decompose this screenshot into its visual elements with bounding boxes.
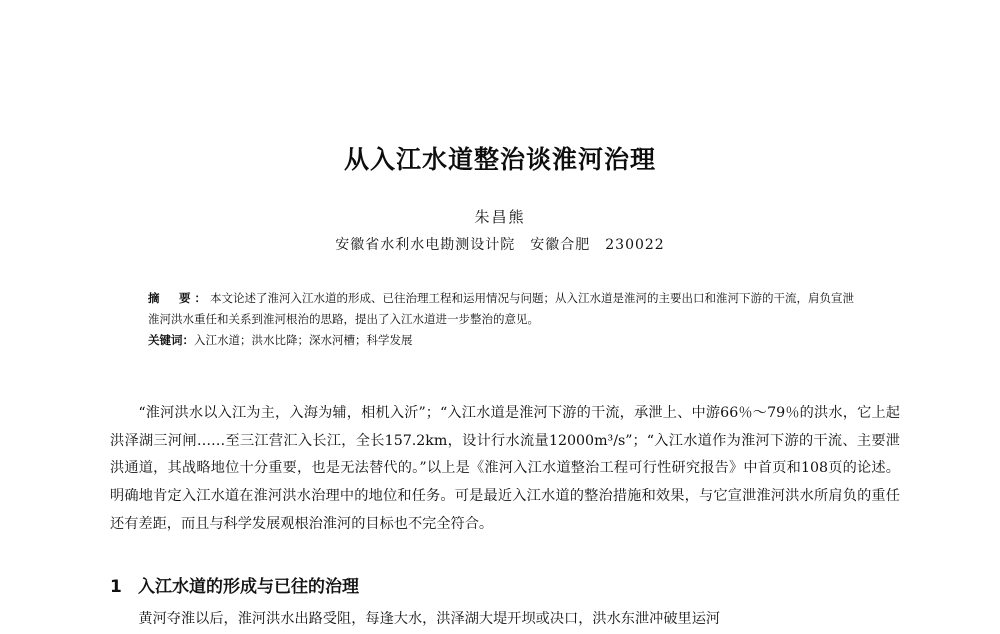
section-1-body bbox=[110, 606, 900, 634]
abstract-paragraph bbox=[148, 288, 860, 330]
paper-title: 从入江水道整治谈淮河治理 bbox=[343, 145, 656, 174]
abstract-block bbox=[148, 288, 860, 351]
author-name: 朱昌熊 bbox=[474, 208, 526, 226]
keywords-text: 入江水道；洪水比降；深水河槽；科学发展 bbox=[194, 333, 413, 347]
intro-paragraph: “淮河洪水以入江为主，入海为辅，相机入沂”；“入江水道是淮河下游的干流，承泄上、中游66％～79％的洪水，它上起洪泽湖三河闸……至三江营汇入长江，全长157.2km，设计行水流量12000m³/s”；“入江水道作为淮河下游的干流、主要泄洪通道，其战略地位十分重要，也是无法替代的。”以上是《淮河入江水道整治工程可行性研究报告》中首页和108页的论述。明确地肯定入江水道在淮河洪水治理中的地位和任务。可是最近入江水道的整治措施和效果，与它宣泄淮河洪水所肩负的重任还有差距，而且与科学发展观根治淮河的目标也不完全符合。 bbox=[110, 405, 900, 532]
abstract-text: 本文论述了淮河入江水道的形成、已往治理工程和运用情况与问题；从入江水道是淮河的主要出口和淮河下游的干流，肩负宣泄淮河洪水重任和关系到淮河根治的思路，提出了入江水道进一步整治的意见。 bbox=[148, 291, 854, 326]
section-title: 入江水道的形成与已往的治理 bbox=[138, 577, 359, 597]
section-1-paragraph: 黄河夺淮以后，淮河洪水出路受阻，每逢大水，洪泽湖大堤开坝或决口，洪水东泄冲破里运河 bbox=[138, 611, 721, 627]
intro-section bbox=[110, 400, 900, 539]
section-number: 1 bbox=[110, 577, 122, 597]
abstract-label: 摘 要： bbox=[148, 291, 210, 305]
author-affiliation: 安徽省水利水电勘测设计院 安徽合肥 230022 bbox=[335, 237, 665, 253]
keywords-paragraph bbox=[148, 330, 860, 351]
keywords-label: 关键词： bbox=[148, 333, 194, 347]
section-heading bbox=[110, 572, 359, 597]
